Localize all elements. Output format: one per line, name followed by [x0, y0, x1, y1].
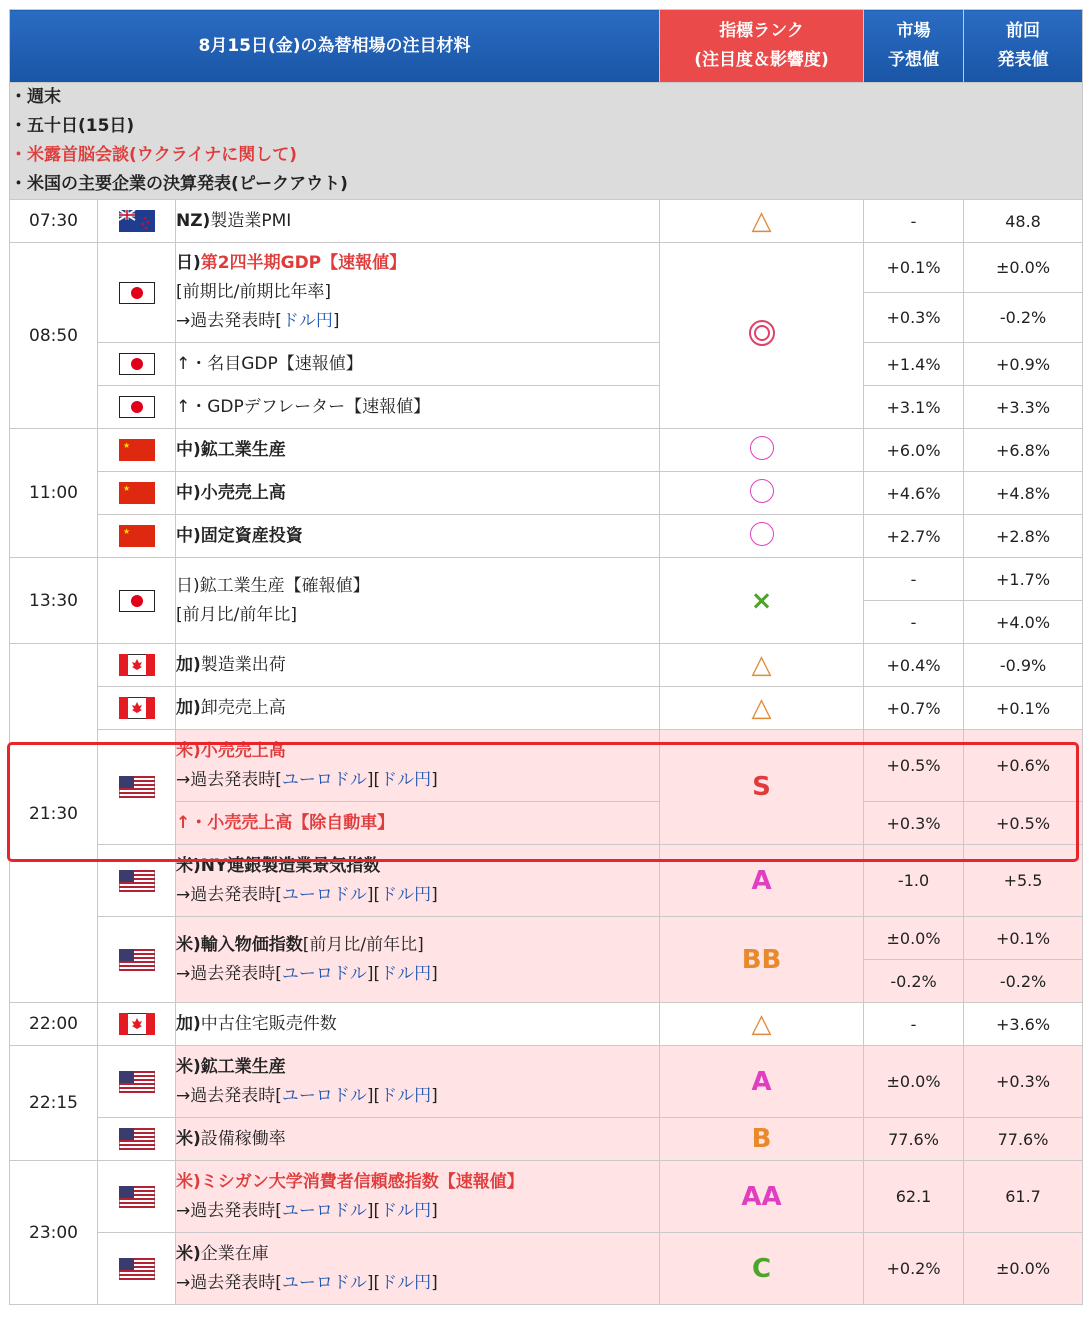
previous-cell: +0.5% — [964, 802, 1083, 845]
rank-cell — [660, 1046, 864, 1118]
forecast-cell: +3.1% — [864, 386, 964, 429]
forecast-cell: +4.6% — [864, 472, 964, 515]
event-cell: 日)第2四半期GDP【速報値】 [前期比/前期比年率] →過去発表時[ドル円] — [176, 243, 660, 343]
time-cell: 07:30 — [10, 200, 98, 243]
triangle-rank-icon: △ — [751, 206, 772, 236]
circle-rank-icon — [750, 436, 774, 460]
rank-cell — [660, 730, 864, 845]
previous-cell: ±0.0% — [964, 243, 1083, 293]
event-cell: 米)ミシガン大学消費者信頼感指数【速報値】 →過去発表時[ユーロドル][ドル円] — [176, 1161, 660, 1233]
rank-letter: A — [751, 1066, 772, 1097]
forecast-cell: - — [864, 200, 964, 243]
triangle-rank-icon: △ — [751, 693, 772, 723]
previous-cell: +6.8% — [964, 429, 1083, 472]
circle-rank-icon — [750, 522, 774, 546]
rank-letter: A — [751, 865, 772, 896]
rank-cell — [660, 200, 864, 243]
circle-rank-icon — [750, 479, 774, 503]
double-circle-rank-icon — [749, 320, 775, 346]
usa-flag-icon — [119, 1128, 155, 1150]
rank-cell — [660, 558, 864, 644]
previous-cell: +0.1% — [964, 917, 1083, 960]
previous-cell: -0.9% — [964, 644, 1083, 687]
eurusd-link[interactable]: ユーロドル — [281, 769, 367, 790]
note-item: ・週末 — [10, 87, 61, 107]
flag-cell — [98, 515, 176, 558]
notes-box — [10, 83, 1083, 200]
previous-header: 前回 発表値 — [964, 10, 1083, 83]
usdjpy-link[interactable]: ドル円 — [380, 1272, 432, 1293]
event-cell: 米)小売売上高 →過去発表時[ユーロドル][ドル円] — [176, 730, 660, 802]
previous-cell: 77.6% — [964, 1118, 1083, 1161]
event-cell: 米)NY連銀製造業景気指数 →過去発表時[ユーロドル][ドル円] — [176, 845, 660, 917]
forecast-cell: ±0.0% — [864, 1046, 964, 1118]
event-cell: NZ)製造業PMI — [176, 200, 660, 243]
event-cell: ↑・GDPデフレーター【速報値】 — [176, 386, 660, 429]
flag-cell — [98, 200, 176, 243]
flag-cell — [98, 429, 176, 472]
rank-letter: B — [751, 1124, 772, 1154]
rank-letter: C — [751, 1253, 772, 1284]
japan-flag-icon — [119, 396, 155, 418]
time-cell: 22:15 — [10, 1046, 98, 1161]
nz-flag-icon — [119, 210, 155, 232]
previous-cell: +3.6% — [964, 1003, 1083, 1046]
canada-flag-icon — [119, 654, 155, 676]
forecast-cell: 77.6% — [864, 1118, 964, 1161]
usa-flag-icon — [119, 1071, 155, 1093]
note-item: ・米露首脳会談(ウクライナに関して) — [10, 145, 298, 165]
time-cell: 11:00 — [10, 429, 98, 558]
china-flag-icon — [119, 482, 155, 504]
event-cell: ↑・小売売上高【除自動車】 — [176, 802, 660, 845]
note-item: ・米国の主要企業の決算発表(ピークアウト) — [10, 174, 348, 194]
previous-cell: +1.7% — [964, 558, 1083, 601]
previous-cell: +0.6% — [964, 730, 1083, 802]
previous-cell: 48.8 — [964, 200, 1083, 243]
usdjpy-link[interactable]: ドル円 — [380, 884, 432, 905]
forecast-cell: - — [864, 601, 964, 644]
forecast-cell: +0.2% — [864, 1233, 964, 1305]
event-cell: 中)固定資産投資 — [176, 515, 660, 558]
eurusd-link[interactable]: ユーロドル — [281, 1085, 367, 1106]
rank-cell — [660, 1233, 864, 1305]
rank-letter: S — [752, 772, 771, 802]
japan-flag-icon — [119, 353, 155, 375]
previous-cell: +2.8% — [964, 515, 1083, 558]
rank-cell — [660, 243, 864, 429]
previous-cell: +4.8% — [964, 472, 1083, 515]
forecast-cell: +0.1% — [864, 243, 964, 293]
forecast-cell: +2.7% — [864, 515, 964, 558]
event-cell: 加)製造業出荷 — [176, 644, 660, 687]
rank-cell — [660, 917, 864, 1003]
japan-flag-icon — [119, 282, 155, 304]
forecast-cell: +0.5% — [864, 730, 964, 802]
flag-cell — [98, 1118, 176, 1161]
rank-cell — [660, 472, 864, 515]
rank-cell — [660, 515, 864, 558]
time-cell: 22:00 — [10, 1003, 98, 1046]
previous-cell: +5.5 — [964, 845, 1083, 917]
usdjpy-link[interactable]: ドル円 — [380, 769, 432, 790]
forecast-cell: +6.0% — [864, 429, 964, 472]
usa-flag-icon — [119, 949, 155, 971]
forecast-cell: -1.0 — [864, 845, 964, 917]
flag-cell — [98, 730, 176, 845]
forecast-cell: ±0.0% — [864, 917, 964, 960]
rank-cell — [660, 1118, 864, 1161]
usdjpy-link[interactable]: ドル円 — [380, 1085, 432, 1106]
event-cell: 加)中古住宅販売件数 — [176, 1003, 660, 1046]
usa-flag-icon — [119, 870, 155, 892]
rank-letter: BB — [741, 944, 782, 975]
time-cell: 08:50 — [10, 243, 98, 429]
event-cell: ↑・名目GDP【速報値】 — [176, 343, 660, 386]
forecast-cell: +0.3% — [864, 293, 964, 343]
forecast-cell: 62.1 — [864, 1161, 964, 1233]
flag-cell — [98, 243, 176, 343]
note-item: ・五十日(15日) — [10, 116, 135, 136]
previous-cell: +0.1% — [964, 687, 1083, 730]
usa-flag-icon — [119, 1258, 155, 1280]
rank-cell — [660, 1161, 864, 1233]
flag-cell — [98, 687, 176, 730]
rank-cell — [660, 845, 864, 917]
flag-cell — [98, 558, 176, 644]
previous-cell: 61.7 — [964, 1161, 1083, 1233]
time-cell: 21:30 — [10, 644, 98, 1003]
flag-cell — [98, 1233, 176, 1305]
canada-flag-icon — [119, 697, 155, 719]
cross-rank-icon: × — [750, 585, 773, 616]
eurusd-link[interactable]: ユーロドル — [281, 884, 367, 905]
eurusd-link[interactable]: ユーロドル — [281, 1200, 367, 1221]
eurusd-link[interactable]: ユーロドル — [281, 963, 367, 984]
forecast-header: 市場 予想値 — [864, 10, 964, 83]
time-cell: 23:00 — [10, 1161, 98, 1305]
japan-flag-icon — [119, 590, 155, 612]
triangle-rank-icon: △ — [751, 650, 772, 680]
forecast-cell: - — [864, 558, 964, 601]
flag-cell — [98, 472, 176, 515]
flag-cell — [98, 1003, 176, 1046]
flag-cell — [98, 644, 176, 687]
usdjpy-link[interactable]: ドル円 — [281, 311, 333, 331]
forecast-cell: - — [864, 1003, 964, 1046]
previous-cell: +4.0% — [964, 601, 1083, 644]
china-flag-icon — [119, 439, 155, 461]
rank-header: 指標ランク (注目度＆影響度) — [660, 10, 864, 83]
flag-cell — [98, 1161, 176, 1233]
rank-cell — [660, 429, 864, 472]
eurusd-link[interactable]: ユーロドル — [281, 1272, 367, 1293]
usdjpy-link[interactable]: ドル円 — [380, 1200, 432, 1221]
rank-cell — [660, 644, 864, 687]
event-cell: 加)卸売売上高 — [176, 687, 660, 730]
flag-cell — [98, 917, 176, 1003]
canada-flag-icon — [119, 1013, 155, 1035]
flag-cell — [98, 845, 176, 917]
event-cell: 米)輸入物価指数[前月比/前年比] →過去発表時[ユーロドル][ドル円] — [176, 917, 660, 1003]
flag-cell — [98, 1046, 176, 1118]
event-cell: 中)小売売上高 — [176, 472, 660, 515]
forecast-cell: +0.3% — [864, 802, 964, 845]
forecast-cell: +1.4% — [864, 343, 964, 386]
usa-flag-icon — [119, 1186, 155, 1208]
flag-cell — [98, 386, 176, 429]
time-cell: 13:30 — [10, 558, 98, 644]
page-title: 8月15日(金)の為替相場の注目材料 — [10, 10, 660, 83]
china-flag-icon — [119, 525, 155, 547]
event-cell: 米)設備稼働率 — [176, 1118, 660, 1161]
rank-cell — [660, 687, 864, 730]
previous-cell: -0.2% — [964, 293, 1083, 343]
triangle-rank-icon: △ — [751, 1009, 772, 1039]
usa-flag-icon — [119, 776, 155, 798]
event-cell: 日)鉱工業生産【確報値】 [前月比/前年比] — [176, 558, 660, 644]
previous-cell: +0.9% — [964, 343, 1083, 386]
previous-cell: +0.3% — [964, 1046, 1083, 1118]
forecast-cell: -0.2% — [864, 960, 964, 1003]
previous-cell: ±0.0% — [964, 1233, 1083, 1305]
rank-letter: AA — [741, 1181, 782, 1212]
rank-cell — [660, 1003, 864, 1046]
event-cell: 米)鉱工業生産 →過去発表時[ユーロドル][ドル円] — [176, 1046, 660, 1118]
flag-cell — [98, 343, 176, 386]
previous-cell: -0.2% — [964, 960, 1083, 1003]
event-cell: 中)鉱工業生産 — [176, 429, 660, 472]
economic-calendar-table — [9, 9, 1083, 1305]
usdjpy-link[interactable]: ドル円 — [380, 963, 432, 984]
previous-cell: +3.3% — [964, 386, 1083, 429]
forecast-cell: +0.7% — [864, 687, 964, 730]
forecast-cell: +0.4% — [864, 644, 964, 687]
event-cell: 米)企業在庫 →過去発表時[ユーロドル][ドル円] — [176, 1233, 660, 1305]
